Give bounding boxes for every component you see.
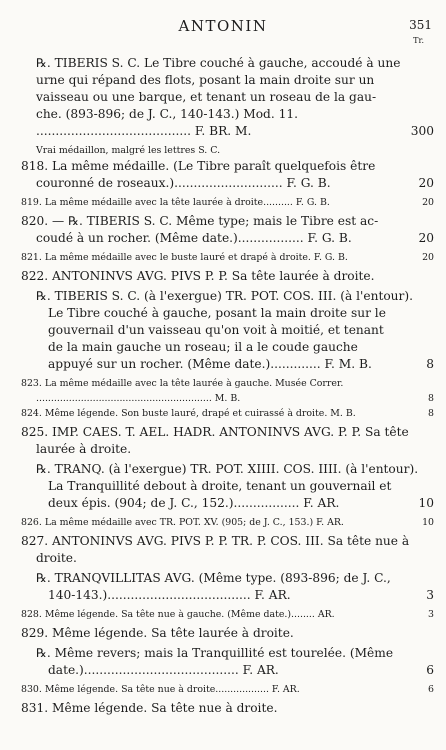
catalog-line-text: 819. La même médaille avec la tête laurée à droite.......... F. G. B. xyxy=(21,197,330,208)
catalog-line xyxy=(0,213,446,230)
catalog-line-text: date.)........................................ F. AR. xyxy=(48,663,279,677)
catalog-line-text: 828. Même légende. Sa tête nue à gauche. (Même date.)........ AR. xyxy=(21,609,335,620)
catalog-line xyxy=(0,495,446,512)
catalog-line xyxy=(0,322,446,339)
catalog-line-text: couronné de roseaux.)............................ F. G. B. xyxy=(36,176,331,190)
catalog-line-text: Le Tibre couché à gauche, posant la main droite sur le xyxy=(48,306,386,320)
catalog-line xyxy=(0,662,446,679)
catalog-line xyxy=(0,230,446,247)
catalog-line-value: 6 xyxy=(428,684,434,695)
catalog-line xyxy=(0,700,446,717)
catalog-line xyxy=(0,250,446,265)
catalog-line-value: 20 xyxy=(418,176,434,190)
catalog-line-text: 140-143.)..................................... F. AR. xyxy=(48,588,291,602)
running-title: ANTONIN xyxy=(178,17,268,35)
catalog-line xyxy=(0,268,446,285)
catalog-line-text: de la main gauche un roseau; il a le coude gauche xyxy=(48,340,358,354)
catalog-line-value: 8 xyxy=(426,357,434,371)
catalog-line-value: 10 xyxy=(418,496,434,510)
catalog-line xyxy=(0,106,446,123)
catalog-line xyxy=(0,72,446,89)
catalog-line xyxy=(0,533,446,550)
catalog-line-value: 3 xyxy=(428,609,434,620)
catalog-line-text: 825. IMP. CAES. T. AEL. HADR. ANTONINVS AVG. P. P. Sa tête xyxy=(21,425,409,439)
catalog-line xyxy=(0,356,446,373)
catalog-line-text: urne qui répand des flots, posant la main droite sur un xyxy=(36,73,375,87)
catalog-line-text: 829. Même légende. Sa tête laurée à droite. xyxy=(21,626,294,640)
catalog-line xyxy=(0,550,446,567)
catalog-line xyxy=(0,515,446,530)
catalog-line-value: 20 xyxy=(422,197,434,208)
catalog-line-text: 824. Même légende. Son buste lauré, drapé et cuirassé à droite. M. B. xyxy=(21,408,356,419)
catalog-line-text: 823. La même médaille avec la tête laurée à gauche. Musée Correr. xyxy=(21,378,344,389)
catalog-line xyxy=(0,391,446,406)
catalog-line-text: 818. La même médaille. (Le Tibre paraît quelquefois être xyxy=(21,159,376,173)
catalog-line-value: 300 xyxy=(410,124,434,138)
catalog-line-value: 8 xyxy=(428,393,434,404)
catalog-line-text: 831. Même légende. Sa tête nue à droite. xyxy=(21,701,278,715)
catalog-line-text: 821. La même médaille avec le buste lauré et drapé à droite. F. G. B. xyxy=(21,252,348,263)
page-number: 351 xyxy=(409,18,432,32)
catalog-line-text: 827. ANTONINVS AVG. PIVS P. P. TR. P. COS. III. Sa tête nue à xyxy=(21,534,410,548)
catalog-line xyxy=(0,461,446,478)
catalog-line xyxy=(0,376,446,391)
catalog-entries xyxy=(0,55,446,717)
catalog-line-text: ℞. TRANQ. (à l'exergue) TR. POT. XIIII. COS. IIII. (à l'entour). xyxy=(36,462,419,476)
catalog-line-value: 8 xyxy=(428,408,434,419)
catalog-line-text: ℞. TIBERIS S. C. (à l'exergue) TR. POT. COS. III. (à l'entour). xyxy=(36,289,413,303)
catalog-line-text: coudé à un rocher. (Même date.)................. F. G. B. xyxy=(36,231,352,245)
catalog-line-value: 3 xyxy=(426,588,434,602)
catalog-line-text: Vrai médaillon, malgré les lettres S. C. xyxy=(36,145,221,156)
catalog-line xyxy=(0,195,446,210)
catalog-line xyxy=(0,607,446,622)
catalog-line-text: laurée à droite. xyxy=(36,442,132,456)
catalog-line-text: droite. xyxy=(36,551,77,565)
catalog-line-text: ℞. TRANQVILLITAS AVG. (Même type. (893-896; de J. C., xyxy=(36,571,391,585)
catalog-line-text: ℞. Même revers; mais la Tranquillité est tourelée. (Même xyxy=(36,646,394,660)
catalog-line-text: 826. La même médaille avec TR. POT. XV. (905; de J. C., 153.) F. AR. xyxy=(21,517,344,528)
catalog-line xyxy=(0,123,446,140)
catalog-line xyxy=(0,288,446,305)
catalog-line-value: 20 xyxy=(418,231,434,245)
catalog-line xyxy=(0,305,446,322)
catalog-line-text: ........................................................... M. B. xyxy=(36,393,241,404)
catalog-line xyxy=(0,175,446,192)
catalog-line xyxy=(0,645,446,662)
catalog-line-text: deux épis. (904; de J. C., 152.)................. F. AR. xyxy=(48,496,340,510)
catalog-line-text: ℞. TIBERIS S. C. Le Tibre couché à gauche, accoudé à une xyxy=(36,56,401,70)
catalog-line-text: che. (893-896; de J. C., 140-143.) Mod. 11. xyxy=(36,107,298,121)
catalog-line-text: 820. — ℞. TIBERIS S. C. Même type; mais le Tibre est ac- xyxy=(21,214,379,228)
catalog-line xyxy=(0,55,446,72)
catalog-line-value: 10 xyxy=(422,517,434,528)
catalog-line xyxy=(0,587,446,604)
catalog-line xyxy=(0,441,446,458)
catalog-line xyxy=(0,478,446,495)
catalog-line xyxy=(0,625,446,642)
catalog-line xyxy=(0,424,446,441)
catalog-line xyxy=(0,143,446,158)
catalog-line xyxy=(0,89,446,106)
catalog-line-value: 20 xyxy=(422,252,434,263)
catalog-line-value: 6 xyxy=(426,663,434,677)
catalog-line xyxy=(0,570,446,587)
catalog-line xyxy=(0,406,446,421)
catalog-line xyxy=(0,339,446,356)
catalog-line-text: ........................................ F. BR. M. xyxy=(36,124,252,138)
catalog-line xyxy=(0,682,446,697)
catalog-line-text: 830. Même légende. Sa tête nue à droite.................. F. AR. xyxy=(21,684,300,695)
catalog-line-text: vaisseau ou une barque, et tenant un roseau de la gau- xyxy=(36,90,377,104)
catalog-line-text: appuyé sur un rocher. (Même date.)............. F. M. B. xyxy=(48,357,372,371)
catalog-line xyxy=(0,158,446,175)
catalog-line-text: La Tranquillité debout à droite, tenant un gouvernail et xyxy=(48,479,392,493)
catalog-line-text: gouvernail d'un vaisseau qu'on voit à moitié, et tenant xyxy=(48,323,384,337)
page-number-sub: Tr. xyxy=(413,36,424,45)
catalog-line-text: 822. ANTONINVS AVG. PIVS P. P. Sa tête laurée à droite. xyxy=(21,269,375,283)
